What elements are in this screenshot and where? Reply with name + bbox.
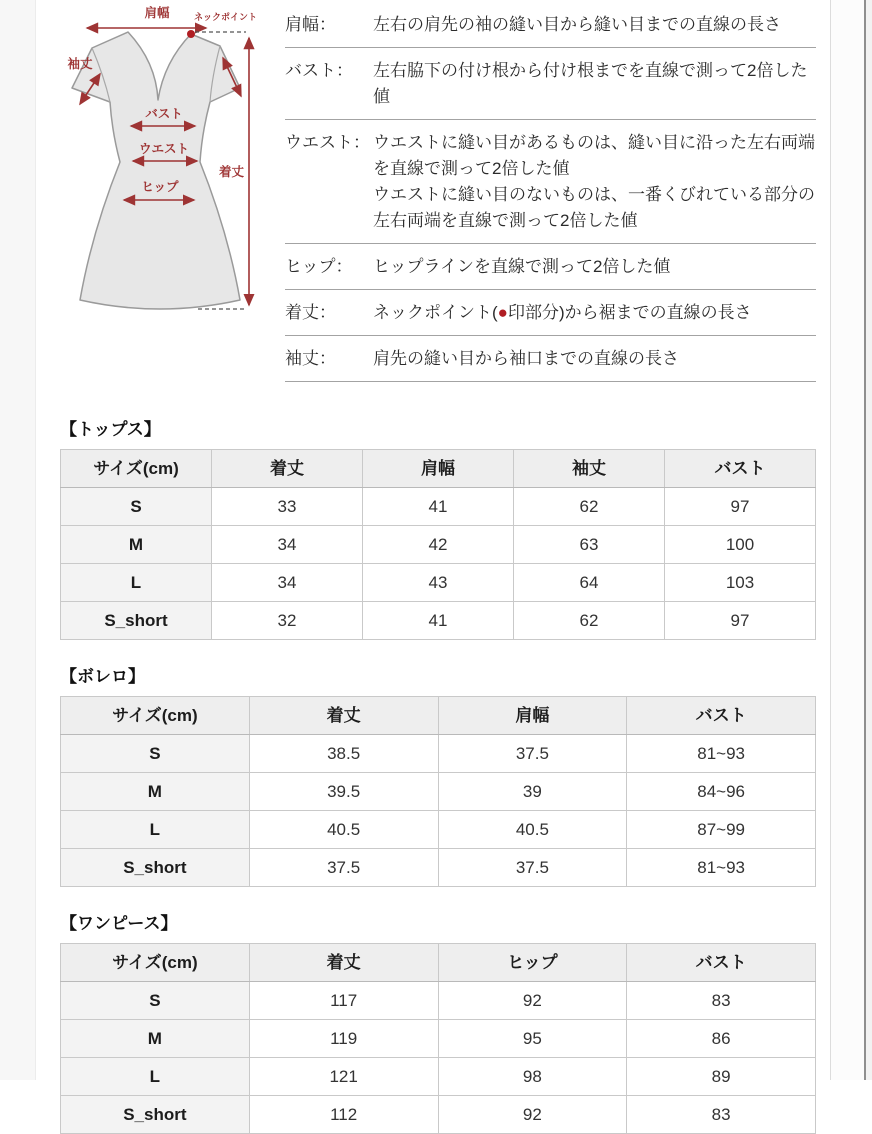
value-cell: 63 [514,526,665,564]
value-cell: 32 [212,602,363,640]
neck-point-dot-glyph: ● [497,303,508,322]
col-header-sleeve: 袖丈 [514,450,665,488]
onepiece-size-table [60,943,816,1134]
definition-desc: ヒップラインを直線で測って2倍した値 [373,257,671,276]
col-header-shoulder: 肩幅 [363,450,514,488]
col-header-hip: ヒップ [438,944,627,982]
bolero-table-title: 【ボレロ】 [60,667,145,686]
value-cell: 100 [665,526,816,564]
header-row [61,944,816,982]
value-cell: 103 [665,564,816,602]
neck-point-label: ネックポイント [194,12,258,22]
definition-desc: 左右脇下の付け根から付け根までを直線で測って2倍した値 [373,61,808,106]
value-cell: 41 [363,488,514,526]
size-cell: S_short [61,849,250,887]
dress-shape [72,32,240,309]
definition-desc-line: 左右両端を直線で測って2倍した値 [373,211,638,230]
size-cell: L [61,811,250,849]
value-cell: 37.5 [249,849,438,887]
value-cell: 37.5 [438,849,627,887]
value-cell: 62 [514,602,665,640]
definition-term: 袖丈： [285,349,336,368]
tops-size-table [60,449,816,640]
table-row [61,526,816,564]
value-cell: 121 [249,1058,438,1096]
value-cell: 86 [627,1020,816,1058]
definition-desc: 左右の肩先の袖の縫い目から縫い目までの直線の長さ [373,15,781,34]
value-cell: 39 [438,773,627,811]
col-header-size: サイズ(cm) [61,450,212,488]
value-cell: 40.5 [438,811,627,849]
size-cell: L [61,1058,250,1096]
col-header-bust: バスト [627,697,816,735]
col-header-bust: バスト [627,944,816,982]
definition-desc [373,300,816,326]
value-cell: 97 [665,488,816,526]
value-cell: 95 [438,1020,627,1058]
dress-diagram-box [60,0,285,343]
definition-desc-prefix: ネックポイント( [373,303,498,322]
value-cell: 37.5 [438,735,627,773]
size-cell: S [61,982,250,1020]
sleeve-length-label: 袖丈 [67,57,93,71]
definition-term: バスト： [285,61,353,80]
col-header-shoulder: 肩幅 [438,697,627,735]
measurement-guide-section [60,0,816,382]
definition-row-waist [285,120,816,244]
definition-row-hip [285,244,816,290]
value-cell: 89 [627,1058,816,1096]
col-header-length: 着丈 [249,697,438,735]
value-cell: 33 [212,488,363,526]
value-cell: 34 [212,526,363,564]
definition-row-sleeve [285,336,816,382]
definition-desc [373,130,816,234]
value-cell: 97 [665,602,816,640]
definition-desc-line: を直線で測って2倍した値 [373,159,570,178]
value-cell: 92 [438,982,627,1020]
tops-table-title: 【トップス】 [60,420,161,439]
table-row [61,1096,816,1134]
waist-label: ウエスト [138,142,190,156]
bust-label: バスト [145,107,183,121]
value-cell: 64 [514,564,665,602]
value-cell: 81~93 [627,849,816,887]
bolero-size-table [60,696,816,887]
header-row [61,450,816,488]
size-cell: L [61,564,212,602]
value-cell: 42 [363,526,514,564]
value-cell: 43 [363,564,514,602]
definition-term: 着丈： [285,303,336,322]
value-cell: 62 [514,488,665,526]
table-row [61,982,816,1020]
definition-term: ウエスト： [285,133,370,152]
dress-measurement-diagram-icon [60,4,285,338]
value-cell: 119 [249,1020,438,1058]
value-cell: 84~96 [627,773,816,811]
table-row [61,564,816,602]
col-header-bust: バスト [665,450,816,488]
content-sheet [36,0,830,1134]
scrollbar-track[interactable] [831,0,864,1080]
size-cell: M [61,1020,250,1058]
definition-desc-line: ウエストに縫い目のないものは、一番くびれている部分の [373,185,815,204]
value-cell: 83 [627,1096,816,1134]
col-header-size: サイズ(cm) [61,944,250,982]
col-header-length: 着丈 [212,450,363,488]
definition-term: 肩幅： [285,15,336,34]
definition-desc-suffix: 印部分)から裾までの直線の長さ [507,303,752,322]
value-cell: 112 [249,1096,438,1134]
size-cell: S [61,488,212,526]
shoulder-width-label: 肩幅 [144,6,170,20]
definition-desc-line: ウエストに縫い目があるものは、縫い目に沿った左右両端 [373,133,815,152]
value-cell: 41 [363,602,514,640]
value-cell: 81~93 [627,735,816,773]
size-cell: M [61,526,212,564]
size-cell: S_short [61,602,212,640]
neck-point-dot [187,30,195,38]
col-header-length: 着丈 [249,944,438,982]
definition-list [285,0,816,382]
header-row [61,697,816,735]
garment-length-label: 着丈 [218,165,244,179]
value-cell: 40.5 [249,811,438,849]
definition-desc: 肩先の縫い目から袖口までの直線の長さ [373,349,679,368]
table-row [61,735,816,773]
hip-label: ヒップ [141,180,179,194]
definition-row-length [285,290,816,336]
value-cell: 34 [212,564,363,602]
left-page-gutter [0,0,36,1080]
table-row [61,773,816,811]
onepiece-table-title: 【ワンピース】 [60,914,178,933]
table-row [61,1058,816,1096]
size-cell: S_short [61,1096,250,1134]
definition-row-shoulder [285,2,816,48]
definition-term: ヒップ： [285,257,353,276]
size-cell: M [61,773,250,811]
size-cell: S [61,735,250,773]
value-cell: 92 [438,1096,627,1134]
value-cell: 83 [627,982,816,1020]
table-row [61,488,816,526]
col-header-size: サイズ(cm) [61,697,250,735]
value-cell: 38.5 [249,735,438,773]
table-row [61,811,816,849]
table-row [61,602,816,640]
table-row [61,1020,816,1058]
definition-row-bust [285,48,816,120]
value-cell: 87~99 [627,811,816,849]
value-cell: 39.5 [249,773,438,811]
table-row [61,849,816,887]
right-page-edge [866,0,872,1080]
value-cell: 117 [249,982,438,1020]
value-cell: 98 [438,1058,627,1096]
